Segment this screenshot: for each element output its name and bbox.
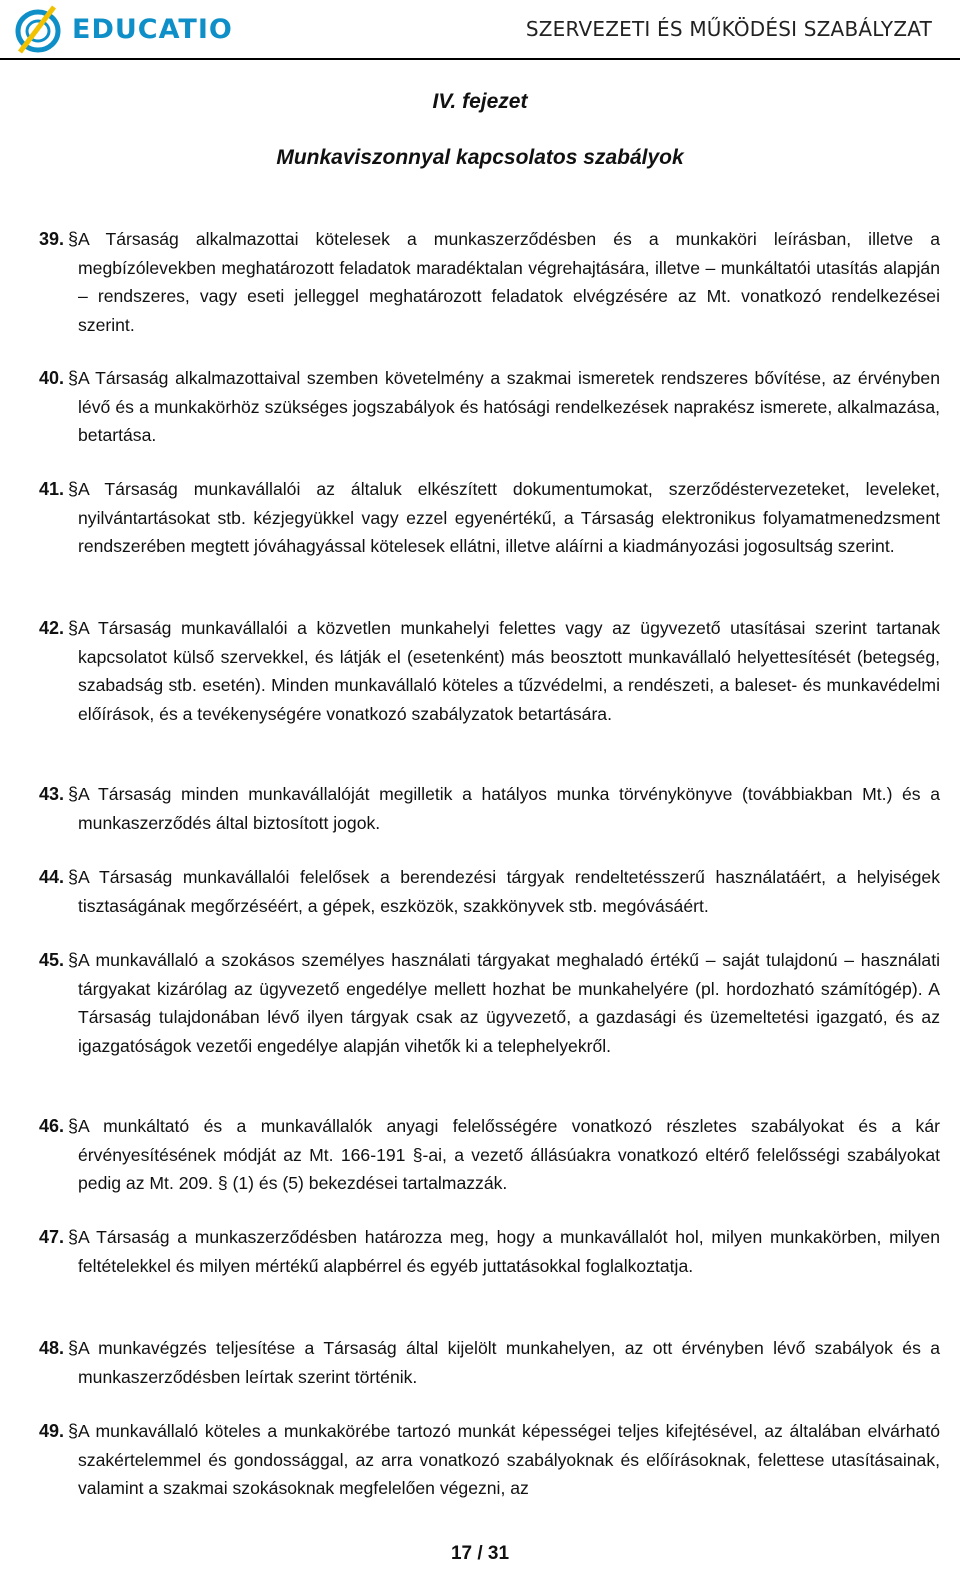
- section-number: 41.: [38, 479, 64, 499]
- paragraph-sign: §: [68, 867, 79, 887]
- section-number: 48.: [38, 1338, 64, 1358]
- paragraph-sign: §: [68, 229, 79, 249]
- chapter-title: Munkaviszonnyal kapcsolatos szabályok: [276, 146, 684, 169]
- section-text: A Társaság minden munkavállalóját megilletik a hatályos munka törvénykönyve (továbbiakban Mt.) és a munkaszerződés által biztosított jogok.: [78, 784, 940, 833]
- paragraph-sign: §: [68, 950, 79, 970]
- section-text: A Társaság munkavállalói az általuk elkészített dokumentumokat, szerződéstervezeteket, leveleket, nyilvántartásokat stb. kézjegyükkel vagy ezzel egyenértékű, a Társaság elektronikus folyamatmenedzsment rendszerében megtett jóváhagyással kötelesek ellátni, illetve aláírni a kiadmányozási jogosultság szerint.: [78, 479, 940, 556]
- section-text: A munkavégzés teljesítése a Társaság által kijelölt munkahelyen, az ott érvényben lévő szabályok és a munkaszerződésben leírtak szerint történik.: [78, 1338, 940, 1387]
- paragraph-sign: §: [68, 618, 79, 638]
- section-number: 47.: [38, 1227, 64, 1247]
- section-text: A Társaság alkalmazottai kötelesek a munkaszerződésben és a munkaköri leírásban, illetve a megbízólevekben meghatározott feladatok maradéktalan végrehajtására, illetve – munkáltatói utasítás alapján – rendszeres, vagy eseti jelleggel meghatározott feladatok elvégzésére az Mt. vonatkozó rendelkezései szerint.: [78, 229, 940, 335]
- section-number: 43.: [38, 784, 64, 804]
- section-number: 45.: [38, 950, 64, 970]
- section-text: A Társaság alkalmazottaival szemben követelmény a szakmai ismeretek rendszeres bővítése, az érvényben lévő és a munkakörhöz szükséges jogszabályok és hatósági rendelkezések naprakész ismerete, alkalmazása, betartása.: [78, 368, 940, 445]
- section-number: 49.: [38, 1421, 64, 1441]
- paragraph-sign: §: [68, 1116, 79, 1136]
- paragraph-sign: §: [68, 1338, 79, 1358]
- chapter-number: IV. fejezet: [432, 90, 528, 113]
- section-text: A munkáltató és a munkavállalók anyagi felelősségére vonatkozó részletes szabályokat és a kár érvényesítésének módját az Mt. 166-191 §-ai, a vezető állásúakra vonatkozó eltérő felelősségi szabályokat pedig az Mt. 209. § (1) és (5) bekezdései tartalmazzák.: [78, 1116, 940, 1193]
- section-text: A Társaság munkavállalói a közvetlen munkahelyi felettes vagy az ügyvezető utasításai szerint tartanak kapcsolatot külső szervekkel, és látják el (esetenként) más beosztott munkavállaló helyettesítését (betegség, szabadság stb. esetén). Minden munkavállaló köteles a tűzvédelmi, a rendészeti, a baleset- és munkavédelmi előírások, és a tevékenységére vonatkozó szabályzatok betartására.: [78, 618, 940, 724]
- paragraph-sign: §: [68, 479, 79, 499]
- document-title: SZERVEZETI ÉS MŰKÖDÉSI SZABÁLYZAT: [525, 17, 932, 41]
- paragraph-sign: §: [68, 368, 79, 388]
- paragraph-sign: §: [68, 784, 79, 804]
- section-text: A munkavállaló köteles a munkakörébe tartozó munkát képességei teljes kifejtésével, az általában elvárható szakértelemmel és gondossággal, az arra vonatkozó szabályoknak és előírásoknak, felettese utasításainak, valamint a szakmai szokásoknak megfelelően végezni, az: [78, 1421, 940, 1498]
- educatio-logo: [14, 4, 233, 56]
- logo-wordmark: EDUCATIO: [72, 14, 233, 45]
- page-header: [0, 0, 960, 60]
- section-number: 40.: [38, 368, 64, 388]
- paragraph-sign: §: [68, 1227, 79, 1247]
- section-number: 44.: [38, 867, 64, 887]
- paragraph-sign: §: [68, 1421, 79, 1441]
- page-number: 17 / 31: [450, 1543, 510, 1564]
- section-text: A Társaság a munkaszerződésben határozza meg, hogy a munkavállalót hol, milyen munkakörben, milyen feltételekkel és milyen mértékű alapbérrel és egyéb juttatásokkal foglalkoztatja.: [78, 1227, 940, 1276]
- section-text: A Társaság munkavállalói felelősek a berendezési tárgyak rendeltetésszerű használatáért, a helyiségek tisztaságának megőrzéséért, a gépek, eszközök, szakkönyvek stb. megóvásáért.: [78, 867, 940, 916]
- header-divider: [0, 58, 960, 60]
- logo-mark-icon: [14, 4, 74, 56]
- section-number: 39.: [38, 229, 64, 249]
- section-text: A munkavállaló a szokásos személyes használati tárgyakat meghaladó értékű – saját tulajdonú – használati tárgyakat kizárólag az ügyvezető engedélye mellett hozhat be munkahelyére (pl. hordozható számítógép). A Társaság tulajdonában lévő ilyen tárgyak csak az ügyvezető, a gazdasági és üzemeltetési igazgató, és az igazgatóságok vezetői engedélye alapján vihetők ki a telephelyekről.: [78, 950, 940, 1056]
- section-number: 42.: [38, 618, 64, 638]
- section-number: 46.: [38, 1116, 64, 1136]
